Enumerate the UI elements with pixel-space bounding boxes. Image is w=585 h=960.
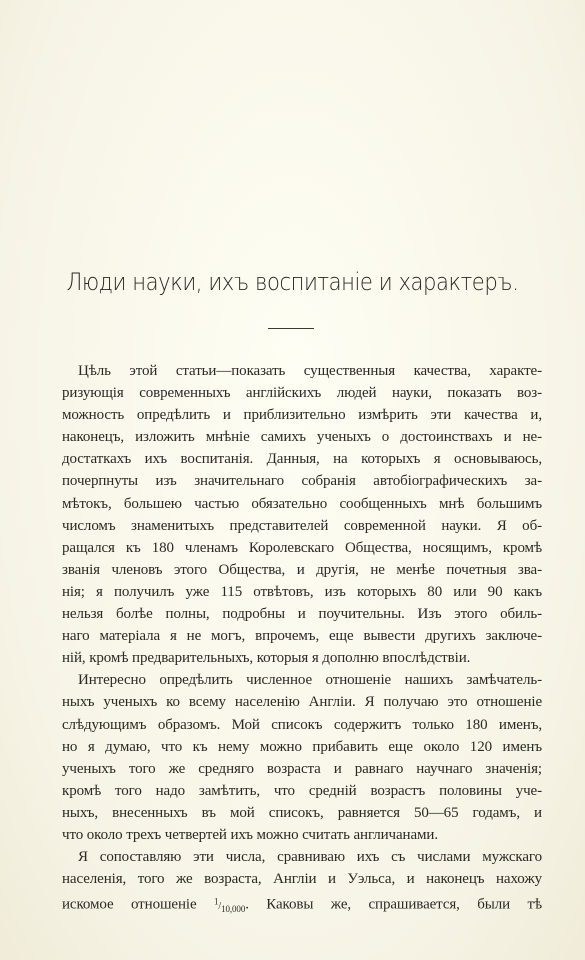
- text-line: кромѣ того надо замѣтить, что средній возрастъ половины уче-: [62, 782, 542, 799]
- fraction-denominator: 10,000: [221, 903, 246, 914]
- title-divider: [268, 328, 314, 329]
- text-line: можность опредѣлить и приблизительно измѣрить эти качества и,: [62, 407, 542, 424]
- text-line: Интересно опредѣлить численное отношеніе нашихъ замѣчатель-: [78, 672, 542, 689]
- text-line: ризующія современныхъ англійскихъ людей науки, показать воз-: [62, 385, 542, 402]
- text-line: ращался къ 180 членамъ Королевскаго Общества, носящимъ, кромѣ: [62, 539, 542, 556]
- text-line: мѣтокъ, большею частью обязательно сообщенныхъ мнѣ большимъ: [62, 495, 542, 512]
- text-line-with-fraction: [62, 890, 542, 919]
- text-line: что около трехъ четвертей ихъ можно считать англичанами.: [62, 826, 438, 843]
- text-line: но я думаю, что къ нему можно прибавить еще около 120 именъ: [62, 738, 542, 755]
- text-line: ныхъ, внесенныхъ въ мой списокъ, равняется 50—65 годамъ, и: [62, 804, 542, 821]
- text-line: слѣдующимъ образомъ. Мой списокъ содержитъ только 180 именъ,: [62, 716, 542, 733]
- text-line: населенія, того же возраста, Англіи и Уэльса, и наконецъ нахожу: [62, 871, 542, 888]
- page-title: Люди науки, ихъ воспитаніе и характеръ.: [66, 268, 519, 296]
- text-line: ныхъ ученыхъ ко всему населенію Англіи. Я получаю это отношеніе: [62, 694, 542, 711]
- text-line: наго матеріала я не могъ, впрочемъ, еще вывести другихъ заключе-: [62, 628, 542, 645]
- fraction: $^1/_{10,000}$: [213, 896, 246, 914]
- fraction-numerator: 1: [213, 896, 219, 907]
- text-fragment: искомое отношеніе: [62, 896, 197, 913]
- text-line: Цѣль этой статьи—показать существенныя качества, характе-: [78, 363, 542, 379]
- text-line: Я сопоставляю эти числа, сравниваю ихъ съ числами мужскаго: [78, 849, 542, 866]
- text-fragment: . Каковы же, спрашивается, были тѣ: [245, 896, 542, 913]
- text-line: наконецъ, изложить мнѣніе самихъ ученыхъ о достоинствахъ и не-: [62, 429, 542, 446]
- text-line: нельзя болѣе полны, подробны и поучительны. Изъ этого обиль-: [62, 606, 542, 623]
- text-line: ученыхъ того же средняго возраста и равнаго научнаго значенія;: [62, 760, 542, 777]
- text-line: почерпнуты изъ значительнаго собранія автобіографическихъ за-: [62, 473, 542, 490]
- text-line: нія; я получилъ уже 115 отвѣтовъ, изъ которыхъ 80 или 90 какъ: [62, 583, 542, 600]
- text-line: числомъ знаменитыхъ представителей современной науки. Я об-: [62, 517, 542, 534]
- text-line: достаткахъ ихъ воспитанія. Данныя, на которыхъ я основываюсь,: [62, 451, 542, 468]
- text-line: званія членовъ этого Общества, и другія, не менѣе почетныя зва-: [62, 561, 542, 578]
- text-line: ній, кромѣ предварительныхъ, которыя я дополню впослѣдствіи.: [62, 650, 471, 667]
- article-body: [62, 360, 542, 920]
